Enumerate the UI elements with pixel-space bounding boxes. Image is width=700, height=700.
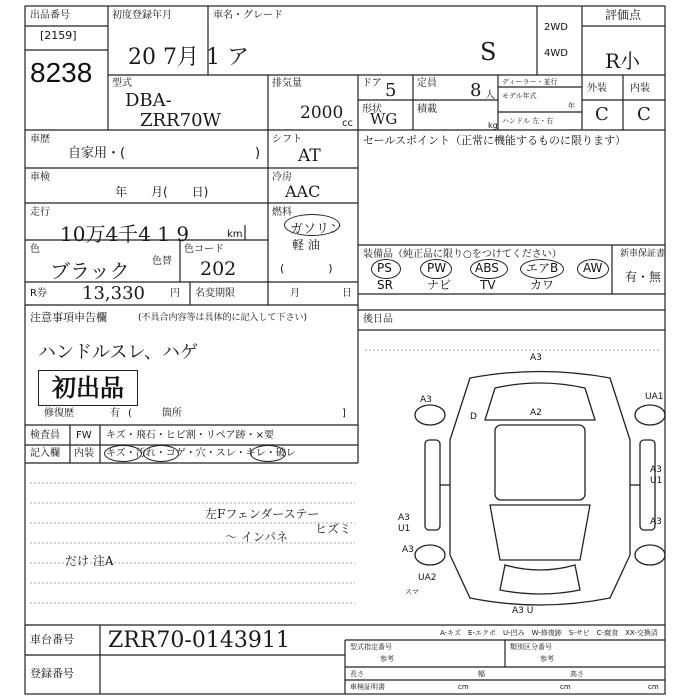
year-unit: 年	[568, 102, 575, 110]
exterior-label: 外装	[587, 83, 607, 94]
mileage-label: 走行	[30, 207, 50, 218]
reference-label-2: 参考	[540, 655, 554, 663]
handwritten-note-4: だけ 注A	[65, 554, 114, 568]
mark-a3-fl: A3	[420, 395, 432, 405]
height-label: 高さ	[570, 670, 584, 678]
cm-unit-2: cm	[560, 683, 571, 691]
equipment-label: 装備品（純正品に限り○をつけてください）	[363, 249, 562, 260]
circle-wear	[250, 445, 286, 462]
equip-ps: PS	[377, 261, 392, 275]
mark-sma: スマ	[405, 588, 419, 596]
reg-label: 登録番号	[30, 667, 74, 680]
reference-label-1: 参考	[380, 655, 394, 663]
equip-navi: ナビ	[427, 278, 452, 292]
warranty-label: 新車保証書	[620, 249, 666, 259]
mark-a3-right: A3	[650, 517, 662, 527]
chassis-value: ZRR70-0143911	[108, 628, 290, 653]
circle-aw	[577, 259, 609, 279]
shift-label: シフト	[272, 134, 302, 145]
shape-value: WG	[370, 110, 398, 128]
sales-point-label: セールスポイント（正常に機能するものに限ります）	[363, 134, 627, 147]
shift-value: AT	[298, 146, 321, 166]
displacement-unit: cc	[342, 118, 353, 129]
inspection-label: 車検	[30, 172, 50, 183]
mark-a3u1-right: A3 U1	[650, 465, 663, 486]
color-code-label: 色コード	[184, 244, 224, 255]
equip-sr: SR	[377, 278, 393, 292]
equip-leather: カワ	[530, 278, 555, 292]
notes-hint: (不具合内容等は具体的に記入して下さい)	[138, 313, 308, 323]
name-grade-label: 車名・グレード	[213, 10, 283, 21]
chassis-label: 車台番号	[30, 633, 74, 646]
day-unit: 日	[342, 288, 352, 299]
interior-label: 内装	[630, 83, 650, 94]
equip-airbag: エアB	[526, 261, 559, 275]
width-label: 幅	[478, 670, 485, 678]
mark-a3-top: A3	[530, 353, 542, 363]
history-label: 車歴	[30, 134, 50, 145]
equip-tv: TV	[480, 278, 496, 292]
name-change-label: 名変期限	[195, 288, 235, 299]
first-listing-stamp: 初出品	[38, 370, 138, 406]
recycle-label: R券	[30, 288, 47, 299]
mark-a3u-rear: A3 U	[512, 606, 534, 616]
recycle-unit: 円	[170, 288, 180, 299]
mileage-unit: km	[227, 229, 243, 240]
lot-label: 出品番号	[30, 10, 70, 21]
capacity-unit: 人	[485, 90, 495, 101]
mark-d: D	[470, 412, 477, 422]
ac-value: AAC	[285, 182, 321, 201]
cm-unit-1: cm	[458, 683, 469, 691]
grade-value: S	[480, 38, 497, 66]
notes-value: ハンドルスレ、ハゲ	[38, 342, 199, 363]
circle-abs	[470, 259, 508, 279]
mark-a3-left: A3	[402, 545, 414, 555]
load-label: 積載	[417, 104, 437, 115]
lot-number: 8238	[30, 57, 93, 88]
cm-unit-3: cm	[648, 683, 659, 691]
drive-4wd: 4WD	[544, 48, 568, 59]
circle-scratch	[104, 445, 142, 462]
mark-ua1: UA1	[645, 392, 664, 402]
equip-aw: AW	[583, 261, 603, 275]
circle-pw	[420, 259, 452, 279]
load-unit: kg	[488, 121, 498, 130]
color-code-value: 202	[200, 258, 237, 280]
model-designation-label: 型式指定番号	[350, 643, 392, 651]
length-label: 長さ	[350, 670, 364, 678]
entry-label: 記入欄	[30, 448, 60, 459]
history-value: 自家用・(	[68, 146, 126, 161]
interior-items: キズ・汚れ・コゲ・穴・スレ・キレ・破レ	[106, 448, 296, 459]
model-value-1: DBA-	[125, 90, 172, 111]
fuel-circle	[284, 214, 343, 237]
capacity-label: 定員	[417, 78, 437, 89]
model-label: 型式	[112, 78, 132, 89]
fuel-parens: ( )	[280, 262, 333, 275]
equip-pw: PW	[427, 261, 447, 275]
inspector-label: 検査員	[30, 430, 60, 441]
fuel-label: 燃料	[272, 207, 292, 218]
score-value: R小	[605, 49, 641, 73]
doors-value: 5	[385, 80, 397, 101]
handle-label: ハンドル 左・右	[502, 117, 554, 125]
handwritten-note-1: 左Fフェンダーステー	[205, 507, 320, 521]
ac-label: 冷房	[272, 172, 292, 183]
fw-label: FW	[76, 430, 92, 441]
repair-place: ( 箇所	[128, 408, 182, 419]
first-reg-value: 20 7月 1 ア	[128, 45, 249, 70]
model-year-label: モデル年式	[502, 92, 537, 100]
month-unit: 月	[290, 288, 300, 299]
circle-ps	[371, 259, 401, 279]
doors-label: ドア	[362, 78, 382, 89]
drive-2wd: 2WD	[544, 22, 568, 33]
dealer-label: ディーラー・並行	[502, 78, 558, 86]
inspection-value: 年 月( 日)	[115, 185, 209, 199]
cert-label: 車検証明書	[350, 683, 385, 691]
circle-airbag	[520, 259, 564, 279]
capacity-value: 8	[470, 80, 482, 101]
exterior-value: C	[595, 104, 609, 125]
circle-dirt	[143, 445, 179, 462]
notes-label: 注意事項申告欄	[30, 311, 107, 324]
mark-ua2: UA2	[418, 573, 437, 583]
color-label: 色	[30, 244, 40, 255]
repair-close: ]	[342, 408, 346, 419]
fw-items: キズ・飛石・ヒビ割・リペア跡・×要	[106, 430, 274, 441]
recycle-value: 13,330	[82, 283, 145, 304]
repair-value: 有	[110, 408, 120, 419]
handwritten-note-3: ヒズミ	[315, 522, 352, 536]
history-close: )	[255, 146, 261, 161]
first-reg-label: 初度登録年月	[112, 10, 172, 21]
displacement-value: 2000	[300, 103, 344, 123]
color-value: ブラック	[50, 259, 130, 283]
fuel-alt: 軽 油	[292, 238, 320, 252]
docs-label: 後日品	[363, 314, 393, 325]
lot-code: [2159]	[40, 29, 77, 42]
category-label: 類別区分番号	[510, 643, 552, 651]
interior-value: C	[637, 104, 651, 125]
mileage-value: 10万4千4 1 9	[60, 222, 190, 246]
car-diagram	[415, 372, 665, 606]
fuel-value: ガソリン	[290, 222, 343, 237]
score-label: 評価点	[605, 8, 642, 22]
displacement-label: 排気量	[272, 78, 302, 89]
handwritten-note-2: ～ インパネ	[225, 530, 288, 544]
diagram-legend: A-キズ E-エクボ U-凹み W-修復跡 S-サビ C-腐食 XX-交換済	[440, 629, 658, 637]
shape-label: 形状	[362, 104, 382, 115]
equip-abs: ABS	[475, 261, 499, 275]
warranty-value: 有・無	[625, 270, 662, 284]
color-change-label: 色替	[152, 256, 172, 267]
mark-a3u1-left: A3 U1	[398, 513, 411, 534]
repair-label: 修復歴	[44, 408, 74, 419]
model-value-2: ZRR70W	[140, 110, 222, 131]
mark-a2-hood: A2	[530, 408, 542, 418]
interior-check-label: 内装	[74, 448, 94, 459]
